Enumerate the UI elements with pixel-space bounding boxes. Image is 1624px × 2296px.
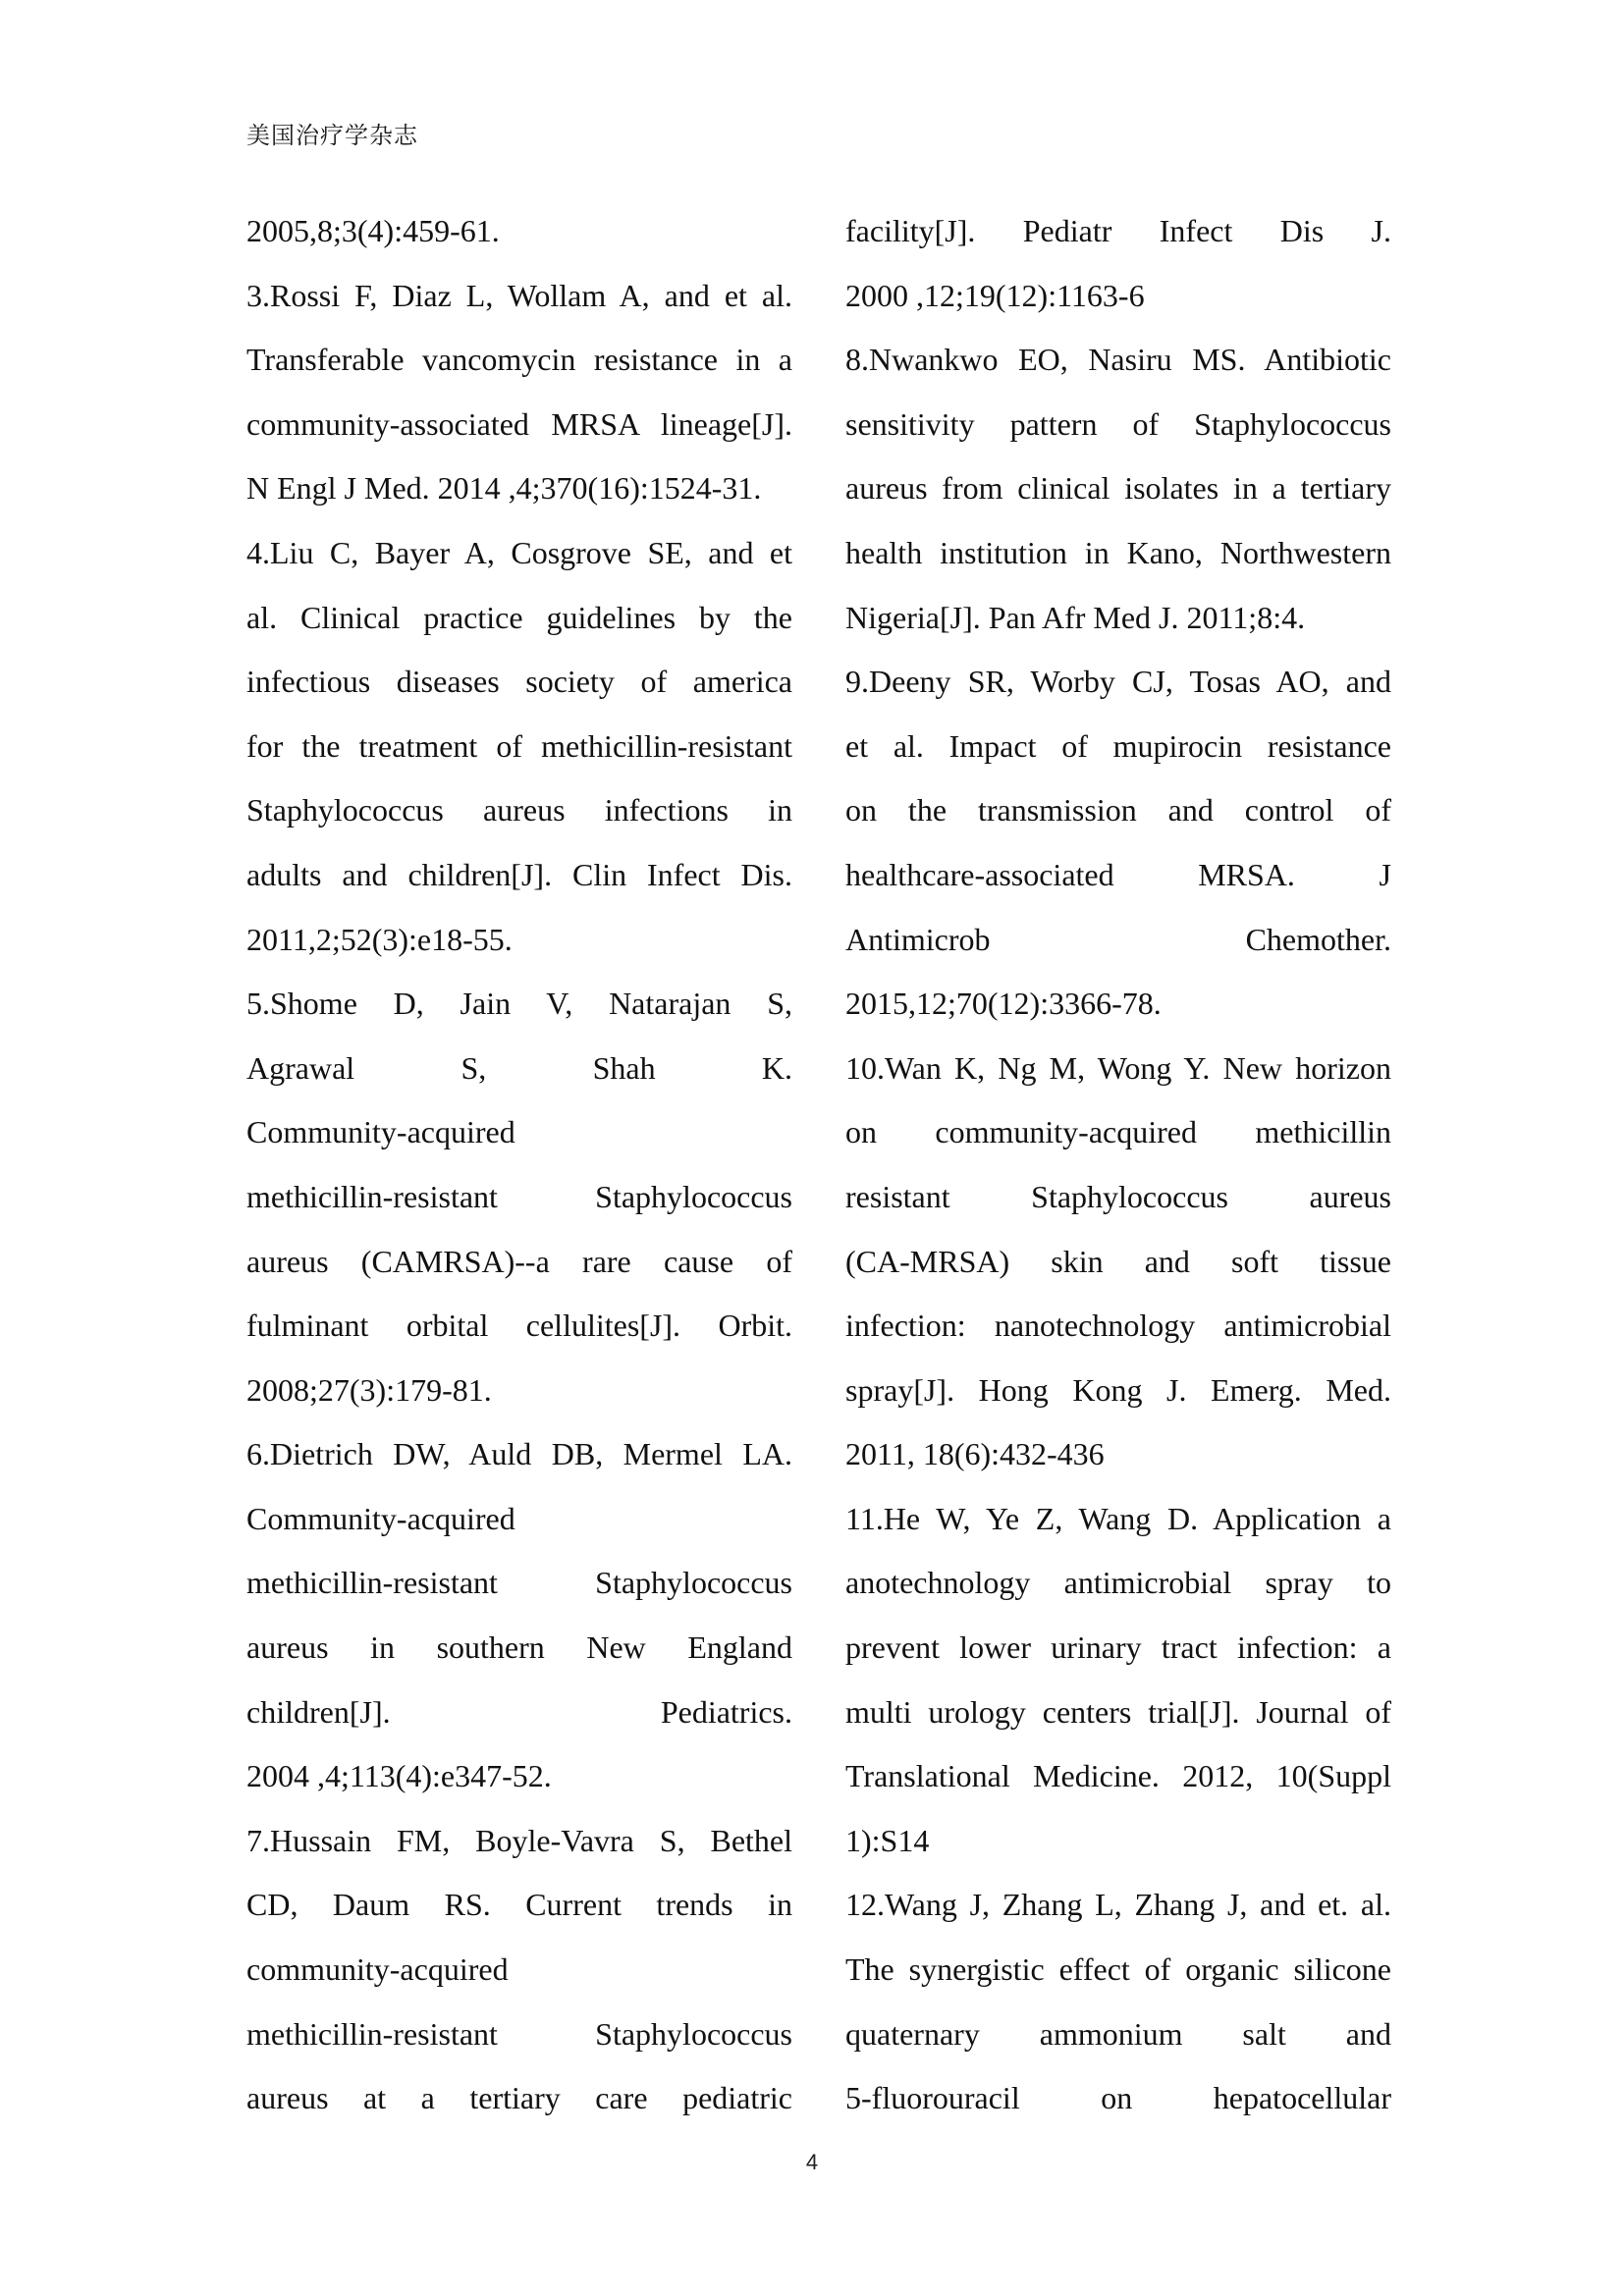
reference-line: Antimicrob Chemother.: [845, 921, 1391, 957]
reference-line: Staphylococcus aureus infections in: [246, 792, 792, 828]
reference-line: aureus from clinical isolates in a tertiary: [845, 470, 1391, 507]
reference-line: 7.Hussain FM, Boyle-Vavra S, Bethel: [246, 1822, 792, 1858]
reference-line: community-associated MRSA lineage[J].: [246, 405, 792, 442]
reference-line: on the transmission and control of: [845, 792, 1391, 828]
running-header-journal-title: 美国治疗学杂志: [246, 122, 418, 149]
reference-line: 2015,12;70(12):3366-78.: [845, 986, 1162, 1022]
reference-line: for the treatment of methicillin-resistant: [246, 727, 792, 764]
reference-line: (CA-MRSA) skin and soft tissue: [845, 1243, 1391, 1279]
reference-line: facility[J]. Pediatr Infect Dis J.: [845, 213, 1391, 248]
reference-line: Community-acquired: [246, 1500, 515, 1536]
reference-line: 12.Wang J, Zhang L, Zhang J, and et. al.: [845, 1887, 1391, 1923]
reference-line: al. Clinical practice guidelines by the: [246, 599, 792, 635]
reference-line: resistant Staphylococcus aureus: [845, 1178, 1391, 1214]
reference-line: Transferable vancomycin resistance in a: [246, 342, 792, 378]
reference-line: 2004 ,4;113(4):e347-52.: [246, 1758, 552, 1794]
reference-line: 3.Rossi F, Diaz L, Wollam A, and et al.: [246, 277, 792, 313]
reference-line: Translational Medicine. 2012, 10(Suppl: [845, 1758, 1391, 1794]
reference-line: 9.Deeny SR, Worby CJ, Tosas AO, and: [845, 664, 1391, 700]
reference-line: children[J]. Pediatrics.: [246, 1693, 792, 1730]
reference-line: 2005,8;3(4):459-61.: [246, 213, 500, 248]
reference-line: aureus (CAMRSA)--a rare cause of: [246, 1243, 792, 1279]
reference-line: N Engl J Med. 2014 ,4;370(16):1524-31.: [246, 470, 762, 507]
reference-line: methicillin-resistant Staphylococcus: [246, 1565, 792, 1601]
reference-line: The synergistic effect of organic silicone: [845, 1951, 1391, 1988]
reference-line: 2008;27(3):179-81.: [246, 1371, 492, 1408]
reference-line: infectious diseases society of america: [246, 664, 792, 700]
references-left-column: [246, 209, 792, 2141]
reference-line: 4.Liu C, Bayer A, Cosgrove SE, and et: [246, 534, 792, 570]
reference-line: health institution in Kano, Northwestern: [845, 534, 1391, 570]
reference-line: multi urology centers trial[J]. Journal of: [845, 1693, 1391, 1730]
reference-line: 6.Dietrich DW, Auld DB, Mermel LA.: [246, 1436, 792, 1472]
reference-line: methicillin-resistant Staphylococcus: [246, 1178, 792, 1214]
reference-line: et al. Impact of mupirocin resistance: [845, 727, 1391, 764]
reference-line: 2011,2;52(3):e18-55.: [246, 921, 513, 957]
reference-line: 5-fluorouracil on hepatocellular: [845, 2080, 1391, 2116]
reference-line: Agrawal S, Shah K.: [246, 1049, 792, 1086]
reference-line: Community-acquired: [246, 1114, 515, 1150]
reference-line: CD, Daum RS. Current trends in: [246, 1887, 792, 1923]
reference-line: quaternary ammonium salt and: [845, 2015, 1391, 2052]
reference-line: infection: nanotechnology antimicrobial: [845, 1308, 1391, 1344]
reference-line: community-acquired: [246, 1951, 509, 1988]
reference-line: 2000 ,12;19(12):1163-6: [845, 277, 1145, 313]
reference-line: spray[J]. Hong Kong J. Emerg. Med.: [845, 1371, 1391, 1408]
reference-line: adults and children[J]. Clin Infect Dis.: [246, 856, 792, 892]
reference-line: on community-acquired methicillin: [845, 1114, 1391, 1150]
reference-line: 5.Shome D, Jain V, Natarajan S,: [246, 986, 792, 1022]
reference-line: 2011, 18(6):432-436: [845, 1436, 1105, 1472]
reference-line: 10.Wan K, Ng M, Wong Y. New horizon: [845, 1049, 1391, 1086]
reference-line: 1):S14: [845, 1822, 930, 1858]
reference-line: healthcare-associated MRSA. J: [845, 856, 1391, 892]
reference-line: 8.Nwankwo EO, Nasiru MS. Antibiotic: [845, 342, 1391, 378]
reference-line: anotechnology antimicrobial spray to: [845, 1565, 1391, 1601]
reference-line: prevent lower urinary tract infection: a: [845, 1629, 1391, 1666]
reference-line: 11.He W, Ye Z, Wang D. Application a: [845, 1500, 1391, 1536]
reference-line: fulminant orbital cellulites[J]. Orbit.: [246, 1308, 792, 1344]
reference-line: aureus at a tertiary care pediatric: [246, 2080, 792, 2116]
reference-line: aureus in southern New England: [246, 1629, 792, 1666]
reference-line: methicillin-resistant Staphylococcus: [246, 2015, 792, 2052]
reference-line: sensitivity pattern of Staphylococcus: [845, 405, 1391, 442]
page-number: 4: [805, 2150, 819, 2174]
references-right-column: [845, 209, 1391, 2141]
reference-line: Nigeria[J]. Pan Afr Med J. 2011;8:4.: [845, 599, 1306, 635]
